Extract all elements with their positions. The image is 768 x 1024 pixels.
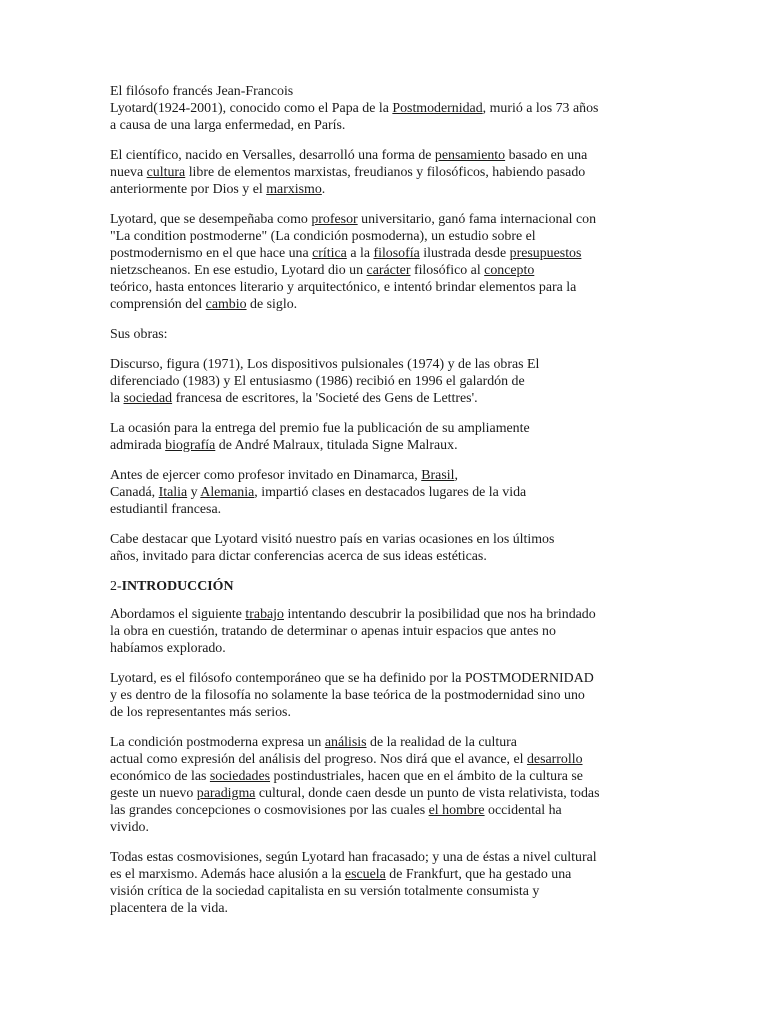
text-run: Canadá, xyxy=(110,485,159,500)
paragraph xyxy=(110,420,662,454)
text-run: de siglo. xyxy=(246,297,298,312)
inline-link[interactable]: Postmodernidad xyxy=(392,101,483,116)
text-run: comprensión del xyxy=(110,297,206,312)
text-run: de la realidad de la cultura xyxy=(366,735,517,750)
text-run: Todas estas cosmovisiones, según Lyotard han fracasado; y una de éstas a nivel cultural xyxy=(110,850,597,865)
paragraph xyxy=(110,578,662,595)
inline-link[interactable]: trabajo xyxy=(245,607,284,622)
text-run: filosófico al xyxy=(410,263,485,278)
text-run: placentera de la vida. xyxy=(110,901,229,916)
text-run: anteriormente por Dios y el xyxy=(110,182,267,197)
text-run: y xyxy=(187,485,201,500)
text-run: La ocasión para la entrega del premio fue la publicación de su ampliamente xyxy=(110,421,530,436)
text-run: cultural, donde caen desde un punto de vista relativista, todas xyxy=(255,786,600,801)
text-run: y es dentro de la filosofía no solamente la base teórica de la postmodernidad sino uno xyxy=(110,688,585,703)
inline-link[interactable]: concepto xyxy=(484,263,535,278)
text-run: . xyxy=(321,182,326,197)
text-run: de André Malraux, titulada Signe Malraux. xyxy=(215,438,458,453)
text-run: universitario, ganó fama internacional con xyxy=(357,212,597,227)
text-run: Discurso, figura (1971), Los dispositivos pulsionales (1974) y de las obras El xyxy=(110,357,540,372)
text-run: a la xyxy=(346,246,374,261)
text-run: visión crítica de la sociedad capitalista en su versión totalmente consumista y xyxy=(110,884,540,899)
inline-link[interactable]: análisis xyxy=(324,735,367,750)
text-run: basado en una xyxy=(505,148,588,163)
inline-link[interactable]: cultura xyxy=(146,165,186,180)
text-run: es el marxismo. Además hace alusión a la xyxy=(110,867,345,882)
inline-link[interactable]: presupuestos xyxy=(509,246,582,261)
inline-link[interactable]: profesor xyxy=(311,212,358,227)
inline-link[interactable]: Alemania xyxy=(200,485,255,500)
text-run: Cabe destacar que Lyotard visitó nuestro país en varias ocasiones en los últimos xyxy=(110,532,555,547)
inline-link[interactable]: crítica xyxy=(312,246,347,261)
text-run: Lyotard(1924-2001), conocido como el Papa de la xyxy=(110,101,393,116)
paragraph xyxy=(110,356,662,407)
text-run: occidental ha xyxy=(484,803,562,818)
text-run: de Frankfurt, que ha gestado una xyxy=(385,867,572,882)
text-run: "La condition postmoderne" (La condición posmoderna), un estudio sobre el xyxy=(110,229,536,244)
paragraph xyxy=(110,849,662,917)
text-run: 2- xyxy=(110,579,122,594)
inline-link[interactable]: escuela xyxy=(344,867,386,882)
inline-link[interactable]: pensamiento xyxy=(434,148,506,163)
text-run: a causa de una larga enfermedad, en París. xyxy=(110,118,346,133)
text-run: nueva xyxy=(110,165,147,180)
text-run: económico de las xyxy=(110,769,210,784)
inline-link[interactable]: sociedad xyxy=(123,391,173,406)
text-run: Lyotard, es el filósofo contemporáneo que se ha definido por la POSTMODERNIDAD xyxy=(110,671,594,686)
paragraph xyxy=(110,670,662,721)
inline-link[interactable]: sociedades xyxy=(209,769,271,784)
text-run: estudiantil francesa. xyxy=(110,502,222,517)
text-run: libre de elementos marxistas, freudianos y filosóficos, habiendo pasado xyxy=(185,165,586,180)
paragraph xyxy=(110,83,662,134)
text-run: vivido. xyxy=(110,820,149,835)
inline-link[interactable]: biografía xyxy=(165,438,216,453)
text-run: , xyxy=(454,468,458,483)
text-run: diferenciado (1983) y El entusiasmo (1986) recibió en 1996 el galardón de xyxy=(110,374,525,389)
paragraph xyxy=(110,147,662,198)
text-run: El filósofo francés Jean-Francois xyxy=(110,84,294,99)
text-run: intentando descubrir la posibilidad que nos ha brindado xyxy=(284,607,596,622)
paragraph xyxy=(110,734,662,836)
text-run: ilustrada desde xyxy=(419,246,510,261)
text-run: la xyxy=(110,391,124,406)
text-run: , murió a los 73 años xyxy=(482,101,599,116)
text-run: geste un nuevo xyxy=(110,786,197,801)
paragraph xyxy=(110,606,662,657)
document-body xyxy=(110,83,662,930)
text-run: nietzscheanos. En ese estudio, Lyotard dio un xyxy=(110,263,367,278)
section-heading: INTRODUCCIÓN xyxy=(121,579,234,594)
text-run: Abordamos el siguiente xyxy=(110,607,246,622)
text-run: postmodernismo en el que hace una xyxy=(110,246,313,261)
text-run: El científico, nacido en Versalles, desarrolló una forma de xyxy=(110,148,435,163)
inline-link[interactable]: cambio xyxy=(205,297,247,312)
paragraph xyxy=(110,326,662,343)
text-run: teórico, hasta entonces literario y arquitectónico, e intentó brindar elementos para la xyxy=(110,280,577,295)
paragraph xyxy=(110,211,662,313)
text-run: años, invitado para dictar conferencias acerca de sus ideas estéticas. xyxy=(110,549,487,564)
text-run: admirada xyxy=(110,438,166,453)
inline-link[interactable]: filosofía xyxy=(373,246,420,261)
text-run: Lyotard, que se desempeñaba como xyxy=(110,212,312,227)
text-run: postindustriales, hacen que en el ámbito de la cultura se xyxy=(270,769,583,784)
text-run: la obra en cuestión, tratando de determinar o apenas intuir espacios que antes no xyxy=(110,624,556,639)
text-run: habíamos explorado. xyxy=(110,641,226,656)
text-run: de los representantes más serios. xyxy=(110,705,291,720)
text-run: Antes de ejercer como profesor invitado en Dinamarca, xyxy=(110,468,422,483)
paragraph xyxy=(110,531,662,565)
inline-link[interactable]: Brasil xyxy=(421,468,455,483)
paragraph xyxy=(110,467,662,518)
text-run: actual como expresión del análisis del progreso. Nos dirá que el avance, el xyxy=(110,752,527,767)
inline-link[interactable]: desarrollo xyxy=(526,752,583,767)
text-run: francesa de escritores, la 'Societé des Gens de Lettres'. xyxy=(172,391,478,406)
inline-link[interactable]: paradigma xyxy=(196,786,256,801)
text-run: las grandes concepciones o cosmovisiones por las cuales xyxy=(110,803,429,818)
text-run: Sus obras: xyxy=(110,327,168,342)
text-run: La condición postmoderna expresa un xyxy=(110,735,325,750)
inline-link[interactable]: el hombre xyxy=(428,803,485,818)
inline-link[interactable]: carácter xyxy=(366,263,411,278)
inline-link[interactable]: Italia xyxy=(158,485,188,500)
inline-link[interactable]: marxismo xyxy=(266,182,322,197)
text-run: , impartió clases en destacados lugares de la vida xyxy=(254,485,527,500)
